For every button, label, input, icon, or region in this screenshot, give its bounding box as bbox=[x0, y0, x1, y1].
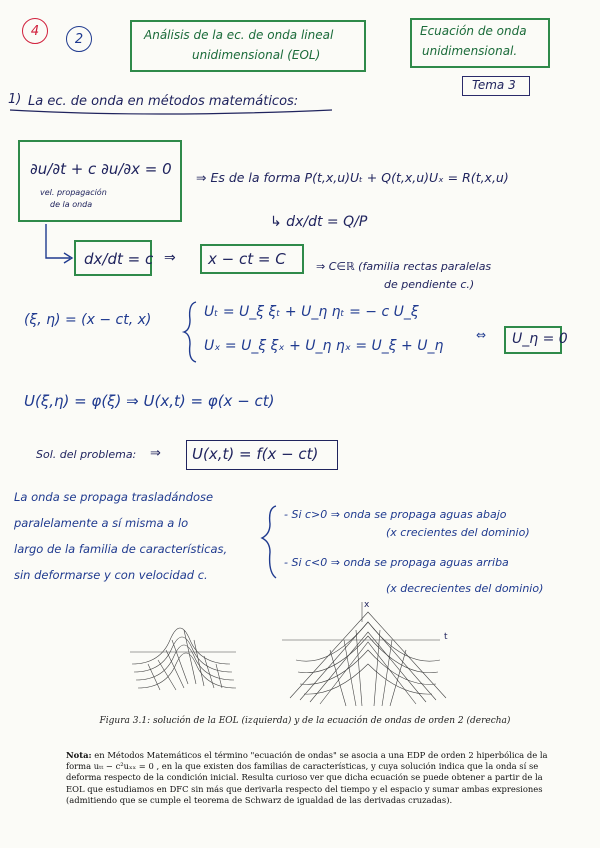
case-2-b: (x decrecientes del dominio) bbox=[386, 582, 544, 595]
figure-axis-t: t bbox=[444, 632, 448, 642]
derivative-ut: Uₜ = U_ξ ξₜ + U_η ηₜ = − c U_ξ bbox=[204, 304, 419, 320]
footnote-text: en Métodos Matemáticos el término "ecuación de ondas" se asocia a una EDP de orden 2 hiperbólica de la forma uₜₜ − c²uₓₓ = 0 , en la que existen dos familias de características, y cuya solución indica que la onda sí se deforma respecto de la condición inicial. Resulta curioso ver que dicha ecuación se puede obtener a partir de la EOL que estudiamos en DFC sin más que derivarla respecto del tiempo y el espacio y sumar ambas expresiones (admitiendo que se cumple el teorema de Schwarz de igualdad de las derivadas cruzadas). bbox=[66, 750, 548, 805]
pde-equation: ∂u/∂t + c ∂u/∂x = 0 bbox=[30, 160, 172, 178]
change-variables: (ξ, η) = (x − ct, x) bbox=[24, 312, 152, 328]
tema-label: Tema 3 bbox=[472, 78, 516, 92]
title-line-2: unidimensional (EOL) bbox=[192, 48, 321, 62]
general-form: ⇒ Es de la forma P(t,x,u)Uₜ + Q(t,x,u)Uₓ = R(t,x,u) bbox=[196, 170, 509, 185]
para-line-4: sin deformarse y con velocidad c. bbox=[14, 568, 208, 582]
characteristic-desc-1: ⇒ C∈ℝ (familia rectas paralelas bbox=[316, 260, 492, 273]
derivative-ux: Uₓ = U_ξ ξₓ + U_η ηₓ = U_ξ + U_η bbox=[204, 338, 444, 354]
case-2-a: - Si c<0 ⇒ onda se propaga aguas arriba bbox=[284, 556, 509, 569]
para-line-2: paralelamente a sí misma a lo bbox=[14, 516, 189, 530]
figure-caption: Figura 3.1: solución de la EOL (izquierda) y de la ecuación de ondas de orden 2 (derecha) bbox=[99, 716, 511, 726]
pde-annotation-2: de la onda bbox=[50, 200, 93, 209]
figure-axis-x: x bbox=[364, 600, 370, 610]
section-title: La ec. de onda en métodos matemáticos: bbox=[28, 94, 299, 109]
page-number-blue: 2 bbox=[66, 26, 92, 52]
dxdt-c: dx/dt = c bbox=[84, 250, 154, 268]
solution-eq: U(x,t) = f(x − ct) bbox=[192, 445, 319, 463]
implies-arrow-2: ⇔ bbox=[476, 328, 487, 342]
solution-label: Sol. del problema: bbox=[36, 448, 137, 461]
footnote bbox=[66, 750, 550, 806]
topic-line-2: unidimensional. bbox=[422, 44, 518, 58]
result-eq: U_η = 0 bbox=[512, 331, 568, 347]
case-1-b: (x crecientes del dominio) bbox=[386, 526, 530, 539]
pde-annotation-1: vel. propagación bbox=[40, 188, 107, 197]
implies-arrow: ⇒ bbox=[164, 250, 176, 266]
dxdt-q-p: ↳ dx/dt = Q/P bbox=[270, 214, 368, 230]
case-1-a: - Si c>0 ⇒ onda se propaga aguas abajo bbox=[284, 508, 507, 521]
topic-line-1: Ecuación de onda bbox=[420, 24, 527, 38]
footnote-label: Nota: bbox=[66, 750, 92, 760]
characteristic-desc-2: de pendiente c.) bbox=[384, 278, 475, 291]
general-solution: U(ξ,η) = φ(ξ) ⇒ U(x,t) = φ(x − ct) bbox=[24, 392, 275, 410]
pde-box bbox=[18, 140, 182, 222]
section-number: 1) bbox=[8, 92, 22, 107]
solution-arrow: ⇒ bbox=[150, 446, 161, 461]
title-line-1: Análisis de la ec. de onda lineal bbox=[144, 28, 334, 42]
para-line-3: largo de la familia de características, bbox=[14, 542, 228, 556]
page-number-red: 4 bbox=[22, 18, 48, 44]
para-line-1: La onda se propaga trasladándose bbox=[14, 490, 214, 504]
characteristic-eq: x − ct = C bbox=[208, 250, 286, 268]
